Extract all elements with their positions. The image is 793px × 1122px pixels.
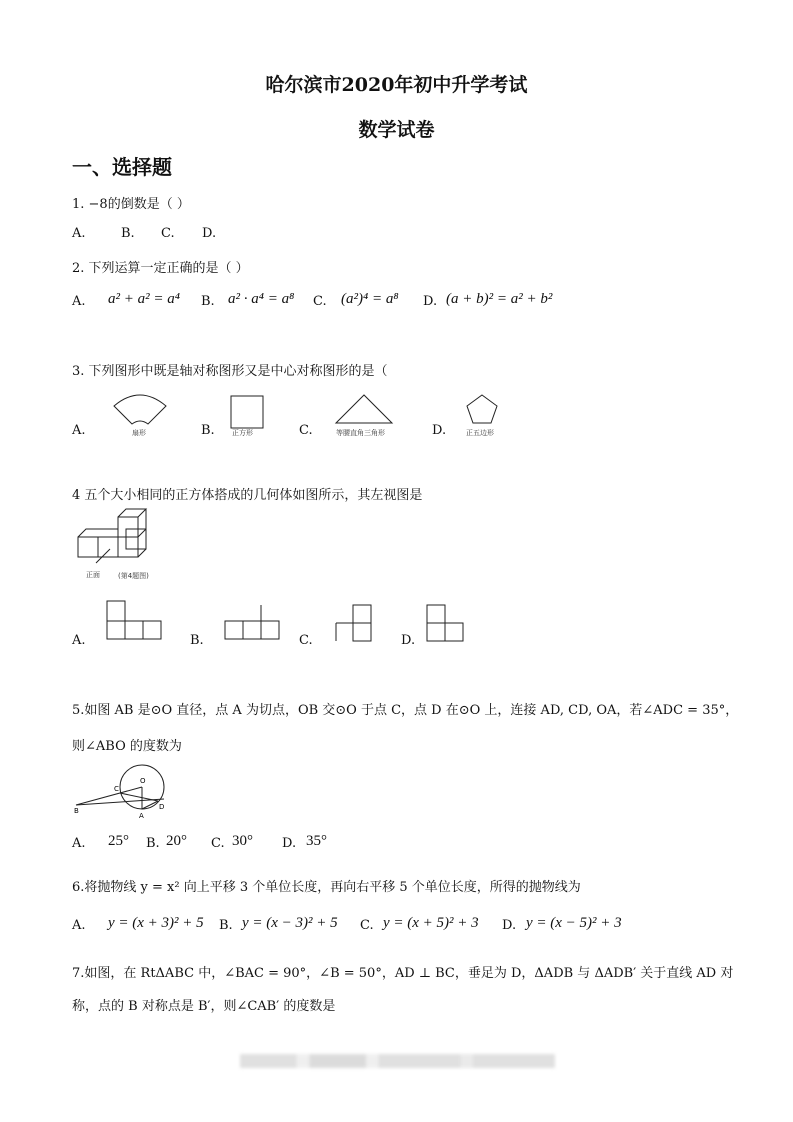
q5-option-d-value: 35°: [306, 833, 327, 849]
isosceles-right-triangle-figure: [334, 393, 394, 425]
q4-figure-caption: (第4题图): [118, 572, 149, 580]
question-4-stem: 4 五个大小相同的正方体搭成的几何体如图所示，其左视图是: [72, 488, 423, 503]
footer-watermark: [240, 1054, 555, 1068]
q4-option-c-label: C.: [299, 633, 313, 648]
q6-option-d-label: D.: [502, 918, 517, 933]
q4-front-label: 正面: [86, 571, 100, 579]
q3-option-b-label: B.: [201, 423, 215, 438]
q4-view-b: [224, 604, 280, 640]
q6-option-c-label: C.: [360, 918, 374, 933]
q5-option-b-label: B.: [146, 836, 160, 851]
q3-caption-d: 正五边形: [466, 429, 494, 437]
q3-caption-c: 等腰直角三角形: [336, 429, 385, 437]
q5-option-a-label: A.: [72, 836, 86, 851]
q4-option-d-label: D.: [401, 633, 416, 648]
question-2-stem: 2. 下列运算一定正确的是（ ）: [72, 261, 249, 276]
q2-option-c-expr: (a²)⁴ = a⁸: [341, 291, 399, 307]
q3-caption-b: 正方形: [232, 429, 253, 437]
q5-option-b-value: 20°: [166, 833, 187, 849]
sector-figure: [110, 390, 170, 426]
question-5-stem: 5.如图 AB 是⊙O 直径，点 A 为切点，OB 交⊙O 于点 C，点 D 在⊙O 上，连接 AD, CD, OA，若∠ADC = 35°，: [72, 703, 739, 718]
q6-option-b-expr: y = (x − 3)² + 5: [242, 915, 338, 931]
page-title: 哈尔滨市2020年初中升学考试: [265, 74, 528, 96]
question-7-stem-line2: 称，点的 B 对称点是 B′，则∠CAB′ 的度数是: [72, 999, 336, 1014]
q5-option-c-value: 30°: [232, 833, 253, 849]
q2-option-a-expr: a² + a² = a⁴: [108, 291, 180, 307]
q3-caption-a: 扇形: [132, 429, 146, 437]
q2-option-a-label: A.: [72, 294, 86, 309]
q2-option-d-label: D.: [423, 294, 438, 309]
q3-option-c-label: C.: [299, 423, 313, 438]
question-3-stem: 3. 下列图形中既是轴对称图形又是中心对称图形的是（: [72, 364, 388, 379]
q2-option-d-expr: (a + b)² = a² + b²: [446, 291, 553, 307]
q2-option-b-expr: a² · a⁴ = a⁸: [228, 291, 295, 307]
q1-option-d: D.: [202, 226, 217, 241]
square-figure: [230, 395, 264, 429]
q5-label-b: B: [74, 807, 79, 815]
q4-view-d: [426, 604, 466, 644]
q2-option-b-label: B.: [201, 294, 215, 309]
q1-option-b: B.: [121, 226, 135, 241]
cube-stack-figure: [74, 515, 164, 570]
q2-option-c-label: C.: [313, 294, 327, 309]
q6-option-a-label: A.: [72, 918, 86, 933]
q4-option-b-label: B.: [190, 633, 204, 648]
page-subtitle: 数学试卷: [358, 119, 435, 141]
q5-label-o: O: [140, 777, 146, 785]
q5-option-c-label: C.: [211, 836, 225, 851]
q1-option-a: A.: [72, 226, 86, 241]
q6-option-b-label: B.: [219, 918, 233, 933]
q4-view-c: [334, 604, 374, 642]
q1-option-c: C.: [161, 226, 175, 241]
q6-option-d-expr: y = (x − 5)² + 3: [526, 915, 622, 931]
question-6-stem: 6.将抛物线 y = x² 向上平移 3 个单位长度，再向右平移 5 个单位长度，所得的抛物线为: [72, 880, 581, 895]
question-1-stem: 1. −8的倒数是（ ）: [72, 197, 190, 212]
pentagon-figure: [465, 393, 499, 425]
question-5-stem-line2: 则∠ABO 的度数为: [72, 739, 182, 754]
q3-option-a-label: A.: [72, 423, 86, 438]
q5-label-a: A: [139, 812, 144, 820]
q6-option-c-expr: y = (x + 5)² + 3: [383, 915, 479, 931]
q4-option-a-label: A.: [72, 633, 86, 648]
q5-circle-figure: [74, 763, 174, 819]
q5-option-a-value: 25°: [108, 833, 129, 849]
question-7-stem: 7.如图，在 RtΔABC 中，∠BAC = 90°，∠B = 50°，AD ⊥ BC，垂足为 D，ΔADB 与 ΔADB′ 关于直线 AD 对: [72, 966, 734, 981]
q3-option-d-label: D.: [432, 423, 447, 438]
q5-label-c: C: [114, 785, 119, 793]
q6-option-a-expr: y = (x + 3)² + 5: [108, 915, 204, 931]
q4-view-a: [106, 600, 162, 640]
q5-option-d-label: D.: [282, 836, 297, 851]
q5-label-d: D: [159, 803, 165, 811]
section-heading: 一、选择题: [72, 155, 172, 179]
